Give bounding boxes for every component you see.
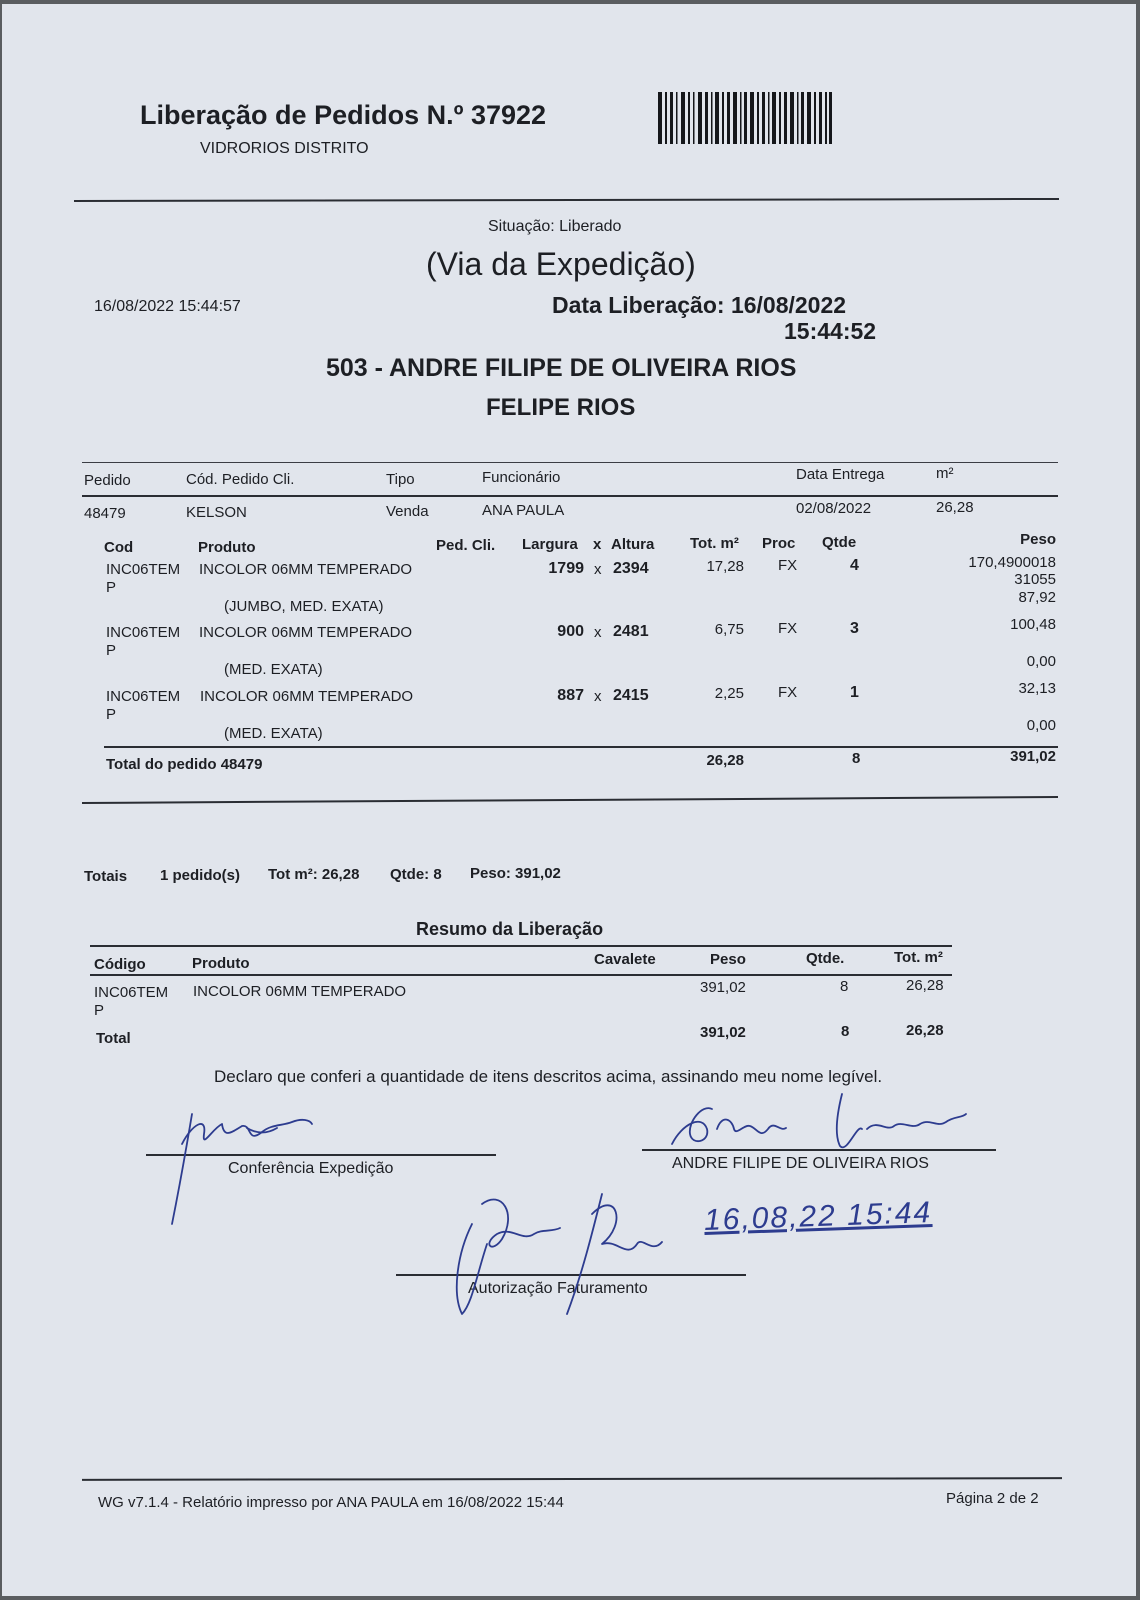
items-col-cod: Cod [104, 539, 134, 556]
col-funcionario-label: Funcionário [482, 469, 561, 486]
item-2-tot-m2: 6,75 [714, 621, 744, 638]
totals-orders: 1 pedido(s) [160, 867, 241, 884]
summary-header-rule [90, 974, 952, 976]
conferencia-signature [152, 1104, 332, 1234]
items-col-qtde: Qtde [822, 534, 857, 551]
col-cod-pedido-cli-label: Cód. Pedido Cli. [186, 471, 295, 488]
item-1-obs: (JUMBO, MED. EXATA) [224, 598, 384, 615]
order-total-m2: 26,28 [706, 752, 744, 769]
header-divider [74, 198, 1059, 202]
item-2-weight-line1: 100,48 [1010, 616, 1056, 633]
item-1-weight-line3: 87,92 [1018, 589, 1056, 606]
item-1-code-cont: P [106, 579, 117, 596]
client-signature [662, 1084, 982, 1164]
summary-total-label: Total [96, 1030, 131, 1047]
client-line: 503 - ANDRE FILIPE DE OLIVEIRA RIOS [326, 354, 797, 382]
summary-col-produto: Produto [192, 955, 250, 972]
item-1-qty: 4 [850, 557, 859, 574]
col-m2-label: m² [936, 465, 954, 482]
item-2-code: INC06TEM [106, 624, 181, 641]
col-data-entrega-label: Data Entrega [796, 466, 885, 483]
item-1-width: 1799 [548, 560, 584, 577]
item-1-weight-line1: 170,4900018 [968, 554, 1056, 571]
summary-col-cavalete: Cavalete [594, 951, 656, 968]
summary-total-weight: 391,02 [700, 1024, 746, 1041]
totals-label: Totais [84, 868, 128, 885]
footer-printed-by: WG v7.1.4 - Relatório impresso por ANA PAULA em 16/08/2022 15:44 [98, 1494, 564, 1511]
items-col-ped-cli: Ped. Cli. [436, 537, 496, 554]
items-col-altura: Altura [611, 536, 655, 553]
item-2-x: x [594, 624, 602, 641]
status-label: Situação: Liberado [488, 218, 622, 235]
autorizacao-signature [442, 1184, 682, 1324]
order-total-qty: 8 [852, 750, 861, 767]
order-type: Venda [386, 503, 429, 520]
item-1-proc: FX [778, 557, 798, 574]
item-3-weight-line2: 0,00 [1026, 717, 1056, 734]
totals-weight: Peso: 391,02 [470, 865, 561, 882]
item-3-tot-m2: 2,25 [714, 685, 744, 702]
conferencia-label: Conferência Expedição [228, 1160, 394, 1177]
item-3-x: x [594, 688, 602, 705]
item-2-obs: (MED. EXATA) [224, 661, 323, 678]
summary-row-weight: 391,02 [700, 979, 746, 996]
report-title: Liberação de Pedidos N.º 37922 [140, 100, 547, 130]
summary-title: Resumo da Liberação [416, 919, 604, 939]
items-col-produto: Produto [198, 539, 256, 556]
order-total-rule [104, 746, 1058, 748]
item-3-product: INCOLOR 06MM TEMPERADO [200, 688, 414, 705]
declaration-text: Declaro que conferi a quantidade de itens descritos acima, assinando meu nome legível. [214, 1067, 883, 1086]
items-col-peso: Peso [1020, 531, 1056, 548]
summary-row-product: INCOLOR 06MM TEMPERADO [193, 983, 407, 1000]
order-header-rule [82, 495, 1058, 497]
item-3-width: 887 [557, 687, 584, 704]
item-2-weight-line2: 0,00 [1026, 653, 1056, 670]
item-3-height: 2415 [613, 687, 649, 704]
item-1-product: INCOLOR 06MM TEMPERADO [199, 561, 413, 578]
client-order-code: KELSON [186, 504, 247, 521]
items-col-x: x [593, 536, 602, 553]
item-2-product: INCOLOR 06MM TEMPERADO [199, 624, 413, 641]
items-col-largura: Largura [522, 536, 578, 553]
client-signature-name: ANDRE FILIPE DE OLIVEIRA RIOS [672, 1155, 929, 1172]
item-1-tot-m2: 17,28 [706, 558, 744, 575]
footer-rule [82, 1477, 1062, 1481]
item-3-obs: (MED. EXATA) [224, 725, 323, 742]
summary-col-peso: Peso [710, 951, 746, 968]
item-3-code: INC06TEM [106, 688, 181, 705]
summary-row-qty: 8 [840, 978, 849, 995]
summary-row-code-cont: P [94, 1002, 105, 1019]
order-total-weight: 391,02 [1010, 748, 1056, 765]
item-3-qty: 1 [850, 684, 859, 701]
print-datetime: 16/08/2022 15:44:57 [94, 298, 241, 315]
item-1-height: 2394 [613, 560, 649, 577]
col-tipo-label: Tipo [386, 471, 415, 488]
totals-qty: Qtde: 8 [390, 866, 442, 883]
summary-top-rule [90, 945, 952, 947]
client-alias: FELIPE RIOS [486, 394, 636, 421]
order-bottom-rule [82, 796, 1058, 804]
col-pedido-label: Pedido [84, 472, 131, 489]
item-2-proc: FX [778, 620, 798, 637]
release-time: 15:44:52 [784, 318, 877, 344]
order-total-label: Total do pedido 48479 [106, 756, 263, 773]
handwritten-datetime: 16,08,22 15:44 [703, 1196, 933, 1237]
order-m2: 26,28 [936, 499, 974, 516]
item-2-code-cont: P [106, 642, 117, 659]
autorizacao-label: Autorização Faturamento [468, 1280, 648, 1297]
order-number: 48479 [84, 505, 126, 522]
summary-row-code: INC06TEM [94, 984, 169, 1001]
item-2-width: 900 [557, 623, 584, 640]
item-3-weight-line1: 32,13 [1018, 680, 1056, 697]
company-name: VIDRORIOS DISTRITO [200, 140, 369, 157]
summary-col-codigo: Código [94, 956, 146, 973]
item-1-x: x [594, 561, 602, 578]
summary-col-tot-m2: Tot. m² [894, 949, 943, 966]
barcode [658, 92, 832, 144]
delivery-date: 02/08/2022 [796, 500, 872, 517]
release-date: Data Liberação: 16/08/2022 [552, 292, 847, 318]
copy-label: (Via da Expedição) [426, 246, 696, 282]
report-page [2, 4, 1136, 1596]
item-3-code-cont: P [106, 706, 117, 723]
summary-col-qtde: Qtde. [806, 950, 845, 967]
item-1-code: INC06TEM [106, 561, 181, 578]
order-top-rule [82, 462, 1058, 463]
items-col-tot-m2: Tot. m² [690, 535, 739, 552]
item-2-qty: 3 [850, 620, 859, 637]
items-col-proc: Proc [762, 535, 796, 552]
employee-name: ANA PAULA [482, 502, 565, 519]
item-1-weight-line2: 31055 [1014, 571, 1056, 588]
totals-m2: Tot m²: 26,28 [268, 866, 360, 883]
item-3-proc: FX [778, 684, 798, 701]
summary-row-tot-m2: 26,28 [906, 977, 944, 994]
summary-total-qty: 8 [841, 1023, 850, 1040]
summary-total-tot-m2: 26,28 [906, 1022, 944, 1039]
item-2-height: 2481 [613, 623, 649, 640]
footer-page-number: Página 2 de 2 [946, 1490, 1039, 1507]
